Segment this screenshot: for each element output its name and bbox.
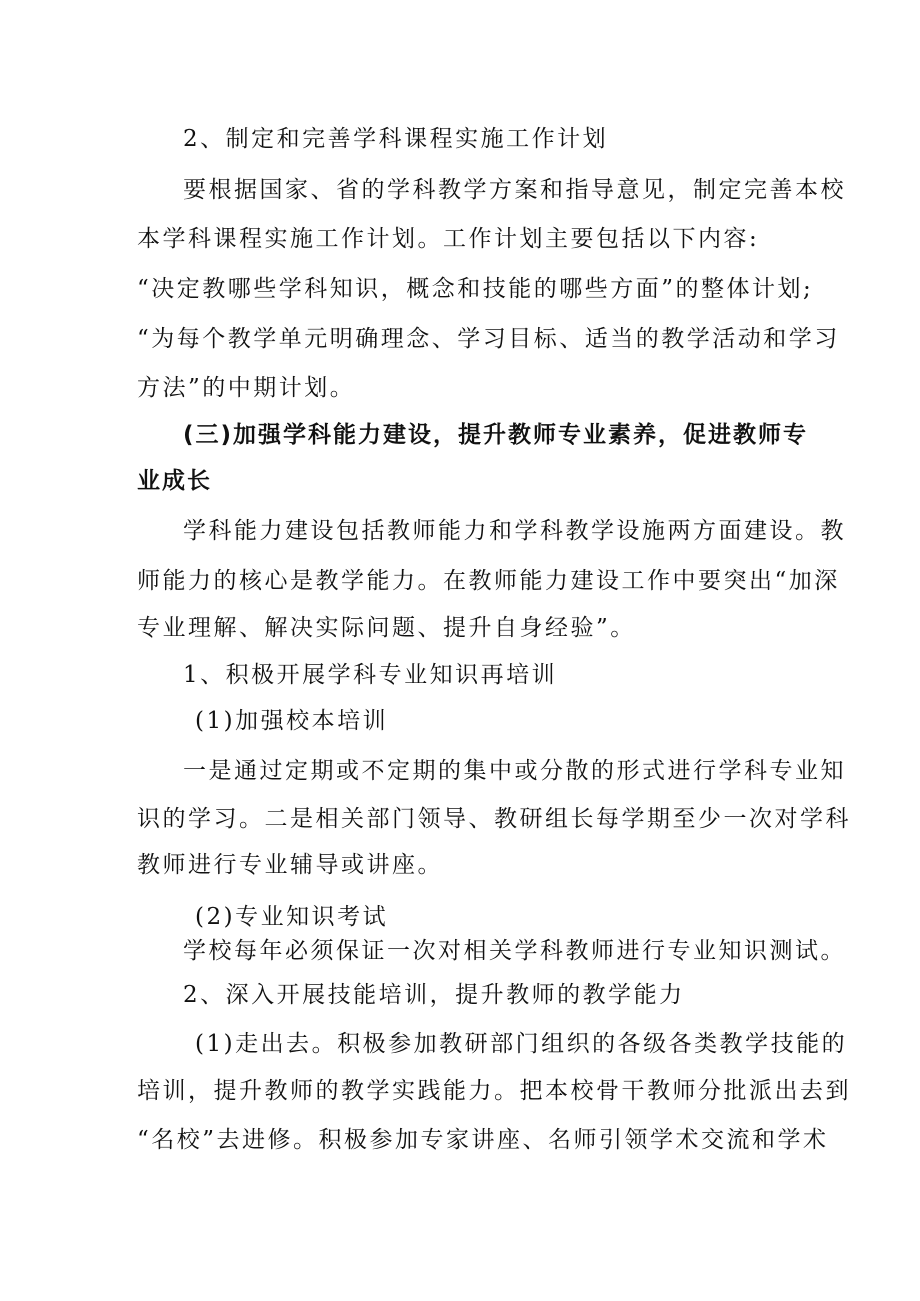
paragraph-line: 学校每年必须保证一次对相关学科教师进行专业知识测试。 bbox=[183, 938, 846, 964]
section-heading-line: 业成长 bbox=[137, 468, 212, 494]
paragraph-line: 培训，提升教师的教学实践能力。把本校骨干教师分批派出去到 bbox=[137, 1078, 851, 1104]
paragraph-line: 师能力的核心是教学能力。在教师能力建设工作中要突出“加深 bbox=[137, 568, 840, 594]
paragraph-line: (1)走出去。积极参加教研部门组织的各级各类教学技能的 bbox=[195, 1031, 848, 1057]
paragraph-line: 学科能力建设包括教师能力和学科教学设施两方面建设。教 bbox=[183, 518, 846, 544]
section-heading-line: (三)加强学科能力建设，提升教师专业素养，促进教师专 bbox=[183, 422, 809, 448]
paragraph-line: 方法”的中期计划。 bbox=[137, 375, 356, 401]
subheading-exam: (2)专业知识考试 bbox=[195, 904, 389, 930]
paragraph-line: “名校”去进修。积极参加专家讲座、名师引领学术交流和学术 bbox=[137, 1127, 829, 1153]
paragraph-line: “决定教哪些学科知识，概念和技能的哪些方面”的整体计划; bbox=[137, 276, 814, 302]
heading-skills: 2、深入开展技能培训，提升教师的教学能力 bbox=[183, 982, 685, 1008]
paragraph-line: “为每个教学单元明确理念、学习目标、适当的教学活动和学习 bbox=[137, 326, 840, 352]
paragraph-line: 本学科课程实施工作计划。工作计划主要包括以下内容: bbox=[137, 226, 760, 252]
paragraph-line: 专业理解、解决实际问题、提升自身经验”。 bbox=[137, 615, 636, 641]
subheading-school-training: (1)加强校本培训 bbox=[195, 708, 389, 734]
paragraph-line: 要根据国家、省的学科教学方案和指导意见，制定完善本校 bbox=[183, 177, 846, 203]
paragraph-line: 识的学习。二是相关部门领导、教研组长每学期至少一次对学科 bbox=[137, 806, 851, 832]
paragraph-line: 教师进行专业辅导或讲座。 bbox=[137, 852, 443, 878]
paragraph-line: 一是通过定期或不定期的集中或分散的形式进行学科专业知 bbox=[183, 758, 846, 784]
heading-training: 1、积极开展学科专业知识再培训 bbox=[183, 662, 558, 688]
heading-course-plan: 2、制定和完善学科课程实施工作计划 bbox=[183, 126, 609, 152]
